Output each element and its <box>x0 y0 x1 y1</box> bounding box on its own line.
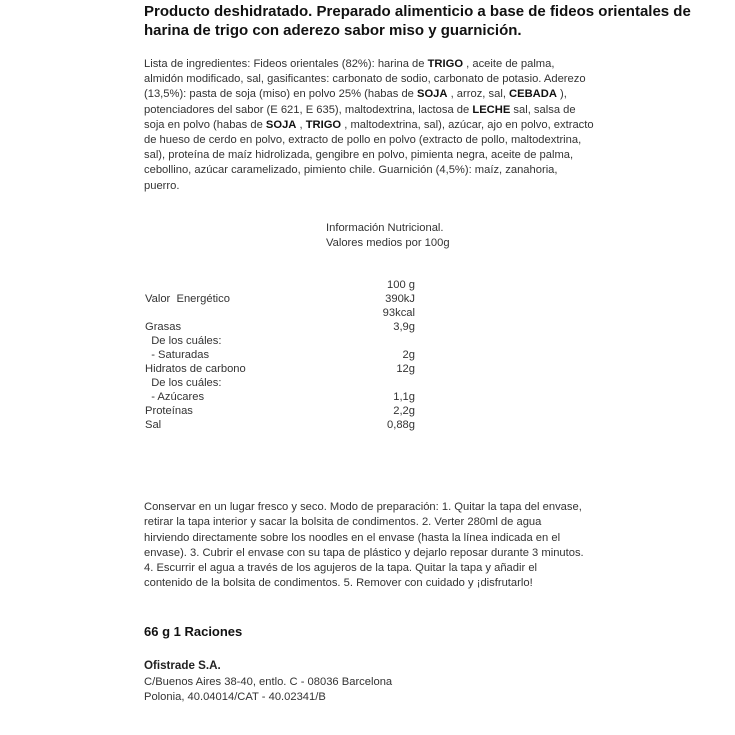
allergen-highlight: TRIGO <box>427 58 464 70</box>
nutrition-row <box>145 418 445 432</box>
nutrition-label: Grasas <box>145 321 182 333</box>
nutrition-row <box>145 376 445 390</box>
nutrition-value: 93kcal <box>382 307 415 319</box>
ingredient-text: , arroz, sal, <box>447 88 510 101</box>
allergen-highlight: CEBADA <box>509 88 557 101</box>
company-name: Ofistrade S.A. <box>144 659 221 672</box>
nutrition-value: 0,88g <box>387 419 415 431</box>
nutrition-label: - Azúcares <box>145 391 205 403</box>
company-address-line: C/Buenos Aires 38-40, entlo. C - 08036 Barcelona <box>144 676 393 688</box>
nutrition-value: 2,2g <box>393 405 415 417</box>
nutrition-label: Sal <box>145 419 162 431</box>
ingredient-text: , aceite de palma, almidón modificado, sal, gasificantes: carbonato de sodio, carbonato de potasio. Aderezo (13,5%): pasta de soja (miso) en polvo 25% (habas de <box>144 58 586 101</box>
nutrition-label: Proteínas <box>145 405 193 417</box>
ingredient-text: sal, salsa de soja en polvo (habas de <box>144 103 576 131</box>
company-registry-line: Polonia, 40.04014/CAT - 40.02341/B <box>144 691 326 703</box>
nutrition-row <box>145 292 445 306</box>
nutrition-row <box>145 278 445 292</box>
nutrition-value: 3,9g <box>393 321 415 333</box>
nutrition-heading <box>326 221 486 251</box>
ingredient-text: Lista de ingredientes: Fideos orientales (82%): harina de <box>144 58 428 70</box>
nutrition-row <box>145 404 445 418</box>
nutrition-value: 390kJ <box>385 293 415 305</box>
allergen-highlight: LECHE <box>472 103 511 116</box>
allergen-highlight: SOJA <box>417 88 448 101</box>
nutrition-value: 12g <box>396 363 415 375</box>
nutrition-value: 2g <box>402 349 415 361</box>
nutrition-label: Valor Energético <box>145 293 230 305</box>
ingredient-text: , maltodextrina, sal), azúcar, ajo en polvo, extracto de hueso de cerdo en polvo, extracto de pollo en polvo (extracto de pollo, maltodextrina, sal), proteína de maíz hidrolizada, gengibre en polvo, pimienta negra, aceite de palma, cebollino, azúcar caramelizado, pimiento chile. Guarnición (4,5%): maíz, zanahoria, puerro. <box>144 118 594 192</box>
nutrition-label: - Saturadas <box>145 349 210 361</box>
product-title: Producto deshidratado. Preparado alimenticio a base de fideos orientales de harina de trigo con aderezo sabor miso y guarnición. <box>144 3 691 39</box>
nutrition-row <box>145 348 445 362</box>
ingredients-list <box>144 57 596 194</box>
preparation-instructions: Conservar en un lugar fresco y seco. Modo de preparación: 1. Quitar la tapa del envase, retirar la tapa interior y sacar la bolsita de condimentos. 2. Verter 280ml de agua hirviendo directamente sobre los noodles en el envase (hasta la línea indicada en el envase). 3. Cubrir el envase con su tapa de plástico y dejarlo reposar durante 3 minutos. 4. Escurrir el agua a través de los agujeros de la tapa. Quitar la tapa y añadir el contenido de la bolsita de condimentos. 5. Remover con cuidado y ¡disfrutarlo! <box>144 501 584 590</box>
nutrition-row <box>145 334 445 348</box>
nutrition-row <box>145 306 445 320</box>
nutrition-label: Hidratos de carbono <box>145 363 246 375</box>
portion-size: 66 g 1 Raciones <box>144 624 243 639</box>
nutrition-row <box>145 320 445 334</box>
allergen-highlight: SOJA <box>265 118 297 131</box>
allergen-highlight: TRIGO <box>305 118 342 131</box>
nutrition-value: 1,1g <box>393 391 415 403</box>
nutrition-heading-subtitle: Valores medios por 100g <box>326 237 450 249</box>
ingredient-text: ), potenciadores del sabor (E 621, E 635), maltodextrina, lactosa de <box>144 88 567 116</box>
nutrition-value: 100 g <box>387 279 415 291</box>
nutrition-label: De los cuáles: <box>145 377 222 389</box>
nutrition-label: De los cuáles: <box>145 335 222 347</box>
nutrition-heading-title: Información Nutricional. <box>326 222 444 234</box>
ingredient-text: , <box>296 118 306 131</box>
nutrition-row <box>145 390 445 404</box>
nutrition-row <box>145 362 445 376</box>
